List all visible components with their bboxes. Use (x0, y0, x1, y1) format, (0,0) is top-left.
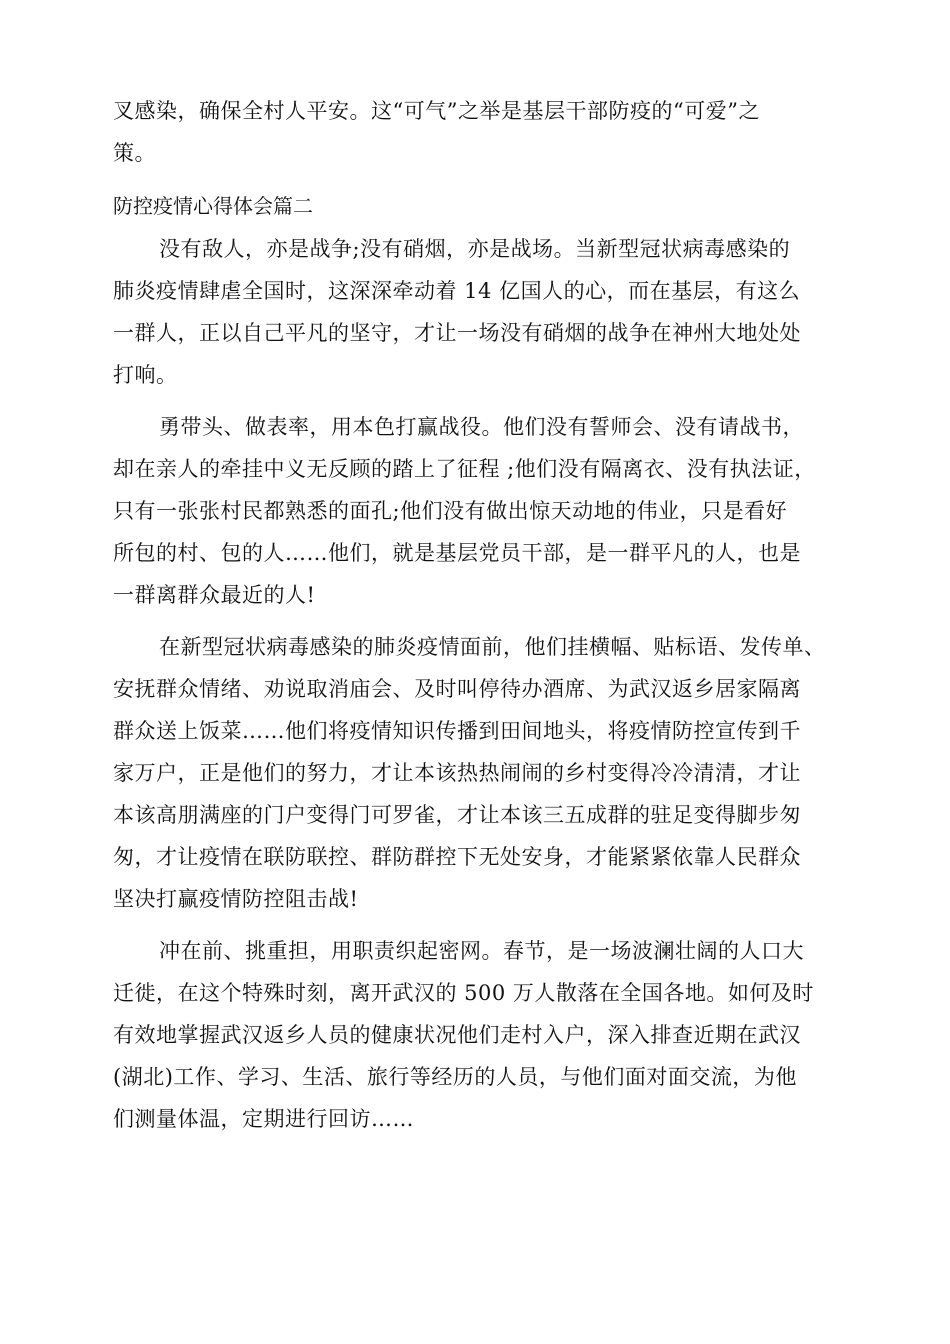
text-line: 本该高朋满座的门户变得门可罗雀，才让本该三五成群的驻足变得脚步匆 (113, 803, 801, 827)
intro-paragraph (113, 90, 843, 174)
text-line: 叉感染，确保全村人平安。这“可气”之举是基层干部防疫的“可爱”之 (113, 99, 760, 123)
paragraph-1 (113, 228, 843, 396)
paragraph-2 (113, 406, 843, 616)
text-line: 一群人，正以自己平凡的坚守，才让一场没有硝烟的战争在神州大地处处 (113, 321, 801, 345)
text-line: 坚决打赢疫情防控阻击战! (113, 887, 359, 911)
document-body (113, 90, 843, 1140)
paragraph-3 (113, 626, 843, 920)
text-line: 打响。 (113, 363, 178, 387)
text-line: 安抚群众情绪、劝说取消庙会、及时叫停待办酒席、为武汉返乡居家隔离 (113, 677, 801, 701)
text-line: 有效地掌握武汉返乡人员的健康状况他们走村入户，深入排查近期在武汉 (113, 1023, 801, 1047)
text-line: (湖北)工作、学习、生活、旅行等经历的人员，与他们面对面交流，为他 (113, 1065, 797, 1089)
text-line: 只有一张张村民都熟悉的面孔;他们没有做出惊天动地的伟业，只是看好 (113, 499, 788, 523)
text-line: 肺炎疫情肆虐全国时，这深深牵动着 14 亿国人的心，而在基层，有这么 (113, 279, 801, 303)
paragraph-gap (113, 396, 843, 406)
text-line: 所包的村、包的人……他们，就是基层党员干部，是一群平凡的人，也是 (113, 541, 801, 565)
text-line: 勇带头、做表率，用本色打赢战役。他们没有誓师会、没有请战书， (159, 415, 804, 439)
text-line: 迁徙，在这个特殊时刻，离开武汉的 500 万人散落在全国各地。如何及时 (113, 981, 814, 1005)
text-line: 群众送上饭菜……他们将疫情知识传播到田间地头，将疫情防控宣传到千 (113, 719, 801, 743)
text-line: 们测量体温，定期进行回访…… (113, 1107, 414, 1131)
section-title: 防控疫情心得体会篇二 (113, 194, 313, 218)
paragraph-gap (113, 920, 843, 930)
text-line: 策。 (113, 141, 156, 165)
text-line: 却在亲人的牵挂中义无反顾的踏上了征程 ;他们没有隔离衣、没有执法证， (113, 457, 816, 481)
text-line: 冲在前、挑重担，用职责织起密网。春节，是一场波澜壮阔的人口大 (159, 939, 804, 963)
text-line: 家万户，正是他们的努力，才让本该热热闹闹的乡村变得冷冷清清，才让 (113, 761, 801, 785)
text-line: 没有敌人，亦是战争;没有硝烟，亦是战场。当新型冠状病毒感染的 (159, 237, 791, 261)
text-line: 在新型冠状病毒感染的肺炎疫情面前，他们挂横幅、贴标语、发传单、 (159, 635, 826, 659)
text-line: 一群离群众最近的人! (113, 583, 316, 607)
paragraph-4 (113, 930, 843, 1140)
paragraph-gap (113, 616, 843, 626)
text-line: 匆，才让疫情在联防联控、群防群控下无处安身，才能紧紧依靠人民群众 (113, 845, 801, 869)
